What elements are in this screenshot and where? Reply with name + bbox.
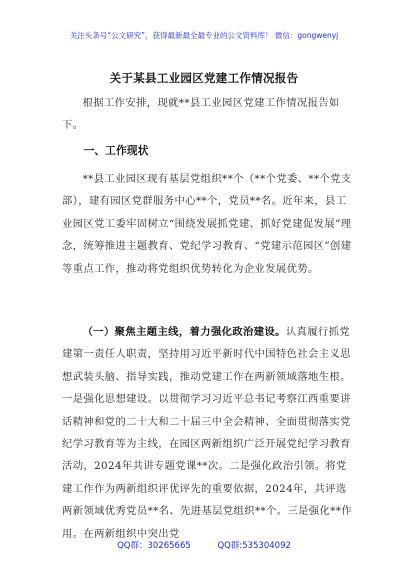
subsection1-lead: （一）聚焦主题主线，着力强化政治建设。 xyxy=(82,326,286,338)
section1-heading: 一、工作现状 xyxy=(83,144,149,157)
qq-group-1: QQ群：30265665 xyxy=(117,541,191,551)
section1-paragraph xyxy=(62,168,352,280)
section1-text: **县工业园区现有基层党组织**个（**个党委、**个党支部），建有园区党群服务中心**个，党员**名。近年来，县工业园区党工委牢固树立“围绕发展抓党建、抓好党建促发展”理念，统筹推进主题教育、党纪学习教育、“党建示范园区”创建等重点工作，推动将党组织优势转化为企业发展优势。 xyxy=(62,173,352,275)
intro-text: 根据工作安排，现就**县工业园区党建工作情况报告如下。 xyxy=(62,97,340,132)
subsection1-body: 认真履行抓党建第一责任人职责，坚持用习近平新时代中国特色社会主义思想武装头脑、指导实践，推动党建工作在两新领域落地生根。一是强化思想建设。以贯彻学习习近平总书记考察江西重要讲话精神和党的二十大和二十届三中全会精神、全面贯彻落实党纪学习教育等为主线，在园区两新组织广泛开展党纪学习教育活动，2024年共讲专题党课**次。二是强化政治引领。将党建工作作为两新组织评优评先的重要依据，2024年，共评选两新领域优秀党员**名、先进基层党组织**个。三是强化**作用。在两新组织中突出党 xyxy=(62,326,353,540)
header-banner: 关注头条号“公文研究”，获得最新最全最专业的公文资料库！ 微信：gongwenyj xyxy=(69,31,339,40)
footer-bar xyxy=(0,539,408,551)
document-title: 关于某县工业园区党建工作情况报告 xyxy=(109,71,299,85)
qq-group-2: QQ群:535304092 xyxy=(217,541,291,551)
subsection1-paragraph xyxy=(62,321,352,545)
subsection1-text xyxy=(62,321,352,545)
intro-paragraph xyxy=(62,92,352,137)
section-heading xyxy=(62,140,352,162)
